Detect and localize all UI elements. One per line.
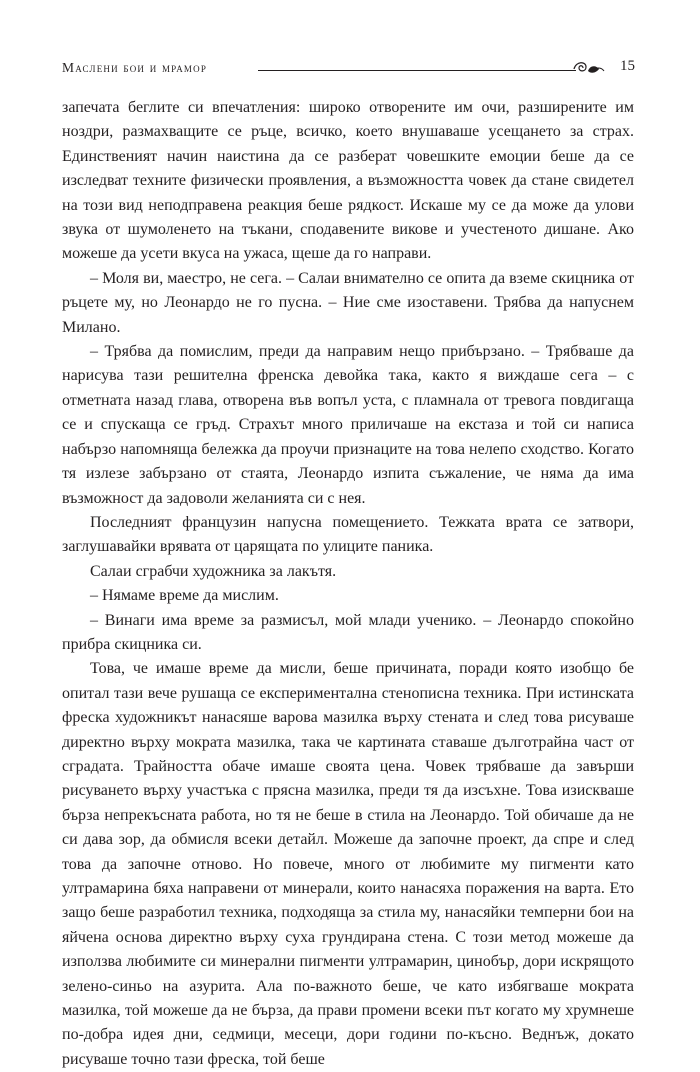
paragraph: запечата беглите си впечатления: широко отворените им очи, разширените им ноздри, размахващите се ръце, всичко, което внушаваше усещането за страх. Единственият начин наистина да се разберат човешките емоции беше да се изследват техните физически проявления, а възможността човек да стане свидетел на този вид неподправена реакция беше рядкост. Искаше му се да може да улови звука от шумоленето на тъкани, сподавените викове и учестеното дишане. Ако можеше да усети вкуса на ужаса, щеше да го направи. [62,99,634,263]
paragraph: – Винаги има време за размисъл, мой млади ученико. – Леонардо спокойно прибра скицника си. [62,611,634,653]
header-rule [258,70,576,71]
paragraph: – Моля ви, маестро, не сега. – Салаи внимателно се опита да вземе скицника от ръцете му, но Леонардо не го пусна. – Ние сме изоставени. Трябва да напуснем Милано. [62,269,634,336]
body-text [62,96,634,1072]
running-title: Маслени бои и мрамор [62,60,208,75]
page-header [0,0,700,90]
paragraph: Това, че имаше време да мисли, беше причината, поради която изобщо бе опитал тази вече рушаща се експериментална стенописна техника. При истинската фреска художникът нанасяше варова мазилка върху стената и след това рисуваше директно върху мократа мазилка, така че картината ставаше дълготрайна част от сградата. Трайността обаче имаше своята цена. Човек трябваше да завърши рисуването върху участъка с прясна мазилка, преди тя да изсъхне. Това изискваше бърза непрекъсната работа, но тя не беше в стила на Леонардо. Той обичаше да не си дава зор, да обмисля всеки детайл. Можеше да започне проект, да спре и след това да започне отново. Но повече, много от любимите му пигменти като ултрамарина бяха направени от минерали, които нанасяха поражения на варта. Ето защо беше разработил техника, подходяща за стила му, нанасяйки темперни бои на яйчена основа директно върху суха грундирана стена. С този метод можеше да използва любимите си минерални пигменти ултрамарин, цинобър, дори искрящото зелено-синьо на азурита. Ала по-важното беше, че като избягваше мократа мазилка, той можеше да не бърза, да прави промени всеки път когато му хрумнеше по-добра идея дни, седмици, месеци, дори години по-късно. Веднъж, докато рисуваше точно тази фреска, той беше [62,660,634,1068]
paragraph: – Трябва да помислим, преди да направим нещо прибързано. – Трябваше да нарисува тази решителна френска девойка така, както я виждаше сега – с отметната назад глава, отворена във вопъл уста, с пламнала от тревога повдигаща се и спускаща се гръд. Страхът много приличаше на екстаза и той си написа набързо напомняща бележка да проучи признаците на това нелепо сходство. Когато тя излезе забързано от стаята, Леонардо изпита съжаление, че няма да има възможност да задоволи желанията си с нея. [62,343,634,507]
paragraph: Салаи сграбчи художника за лакътя. [90,562,337,580]
paragraph: – Нямаме време да мислим. [90,587,279,605]
page-number: 15 [620,58,635,74]
paragraph: Последният французин напусна помещението. Тежката врата се затвори, заглушавайки врявата от царящата по улиците паника. [62,513,634,556]
flourish-ornament-icon [572,57,606,77]
